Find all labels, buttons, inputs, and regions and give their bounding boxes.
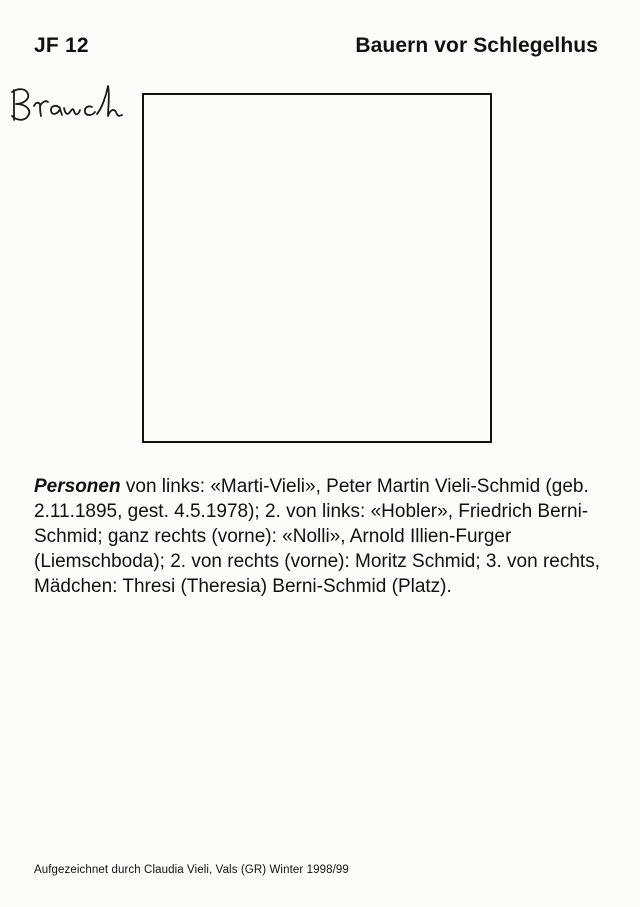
- card-title: Bauern vor Schlegelhus: [355, 34, 598, 57]
- card-id: JF 12: [34, 34, 89, 57]
- footer-credit: Aufgezeichnet durch Claudia Vieli, Vals (GR) Winter 1998/99: [34, 864, 349, 876]
- photo-placeholder: [142, 93, 492, 443]
- handwritten-note: [4, 78, 134, 134]
- caption-text: von links: «Marti-Vieli», Peter Martin Vieli-Schmid (geb. 2.11.1895, gest. 4.5.1978); 2. von links: «Hobler», Friedrich Berni-Schmid; ganz rechts (vorne): «Nolli», Arnold Illien-Furger (Liemschboda); 2. von rechts (vorne): Moritz Schmid; 3. von rechts, Mädchen: Thresi (Theresia) Berni-Schmid (Platz).: [34, 476, 600, 597]
- caption: [34, 474, 606, 599]
- caption-lead: Personen: [34, 476, 121, 497]
